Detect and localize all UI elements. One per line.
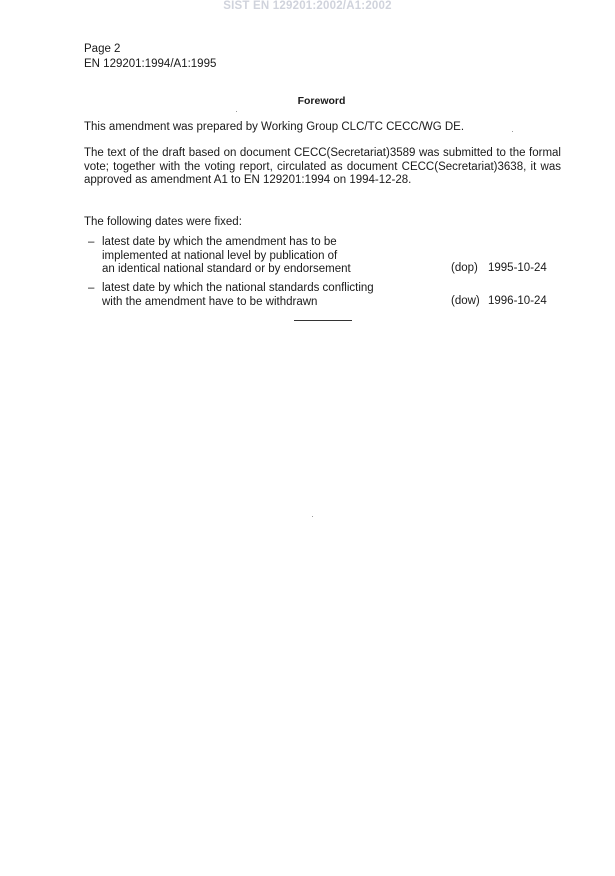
end-rule bbox=[294, 320, 352, 321]
date-abbreviation: (dow) bbox=[451, 295, 480, 307]
page-header bbox=[84, 42, 216, 71]
foreword-paragraph-1: This amendment was prepared by Working Group CLC/TC CECC/WG DE. bbox=[84, 121, 465, 133]
date-value: 1996-10-24 bbox=[488, 295, 547, 307]
foreword-paragraph-2: The text of the draft based on document CECC(Secretariat)3589 was submitted to the formal vote; together with the voting report, circulated as document CECC(Secretariat)3638, it was approved as amendment A1 to EN 129201:1994 on 1994-12-28. bbox=[84, 147, 561, 187]
scan-speck bbox=[236, 111, 237, 112]
description-line: implemented at national level by publication of bbox=[102, 249, 338, 262]
description-line: latest date by which the amendment has to be bbox=[102, 236, 337, 248]
date-item-dow bbox=[88, 282, 558, 312]
description-line: with the amendment have to be withdrawn bbox=[102, 295, 318, 308]
scan-speck bbox=[512, 131, 513, 132]
date-abbreviation: (dop) bbox=[451, 262, 478, 274]
document-id: EN 129201:1994/A1:1995 bbox=[84, 57, 217, 70]
date-value: 1995-10-24 bbox=[488, 262, 547, 274]
watermark-text: SIST EN 129201:2002/A1:2002 bbox=[223, 0, 392, 12]
date-item-description bbox=[102, 282, 432, 309]
list-dash: – bbox=[88, 236, 95, 248]
page-number: Page 2 bbox=[84, 43, 121, 55]
list-dash: – bbox=[88, 282, 95, 294]
description-line: an identical national standard or by endorsement bbox=[102, 263, 351, 275]
foreword-paragraph-3: The following dates were fixed: bbox=[84, 216, 242, 228]
date-item-dop bbox=[88, 236, 558, 278]
scan-speck bbox=[312, 516, 313, 517]
description-line: latest date by which the national standards conflicting bbox=[102, 282, 374, 294]
date-item-description bbox=[102, 236, 432, 277]
foreword-heading: Foreword bbox=[297, 95, 346, 107]
